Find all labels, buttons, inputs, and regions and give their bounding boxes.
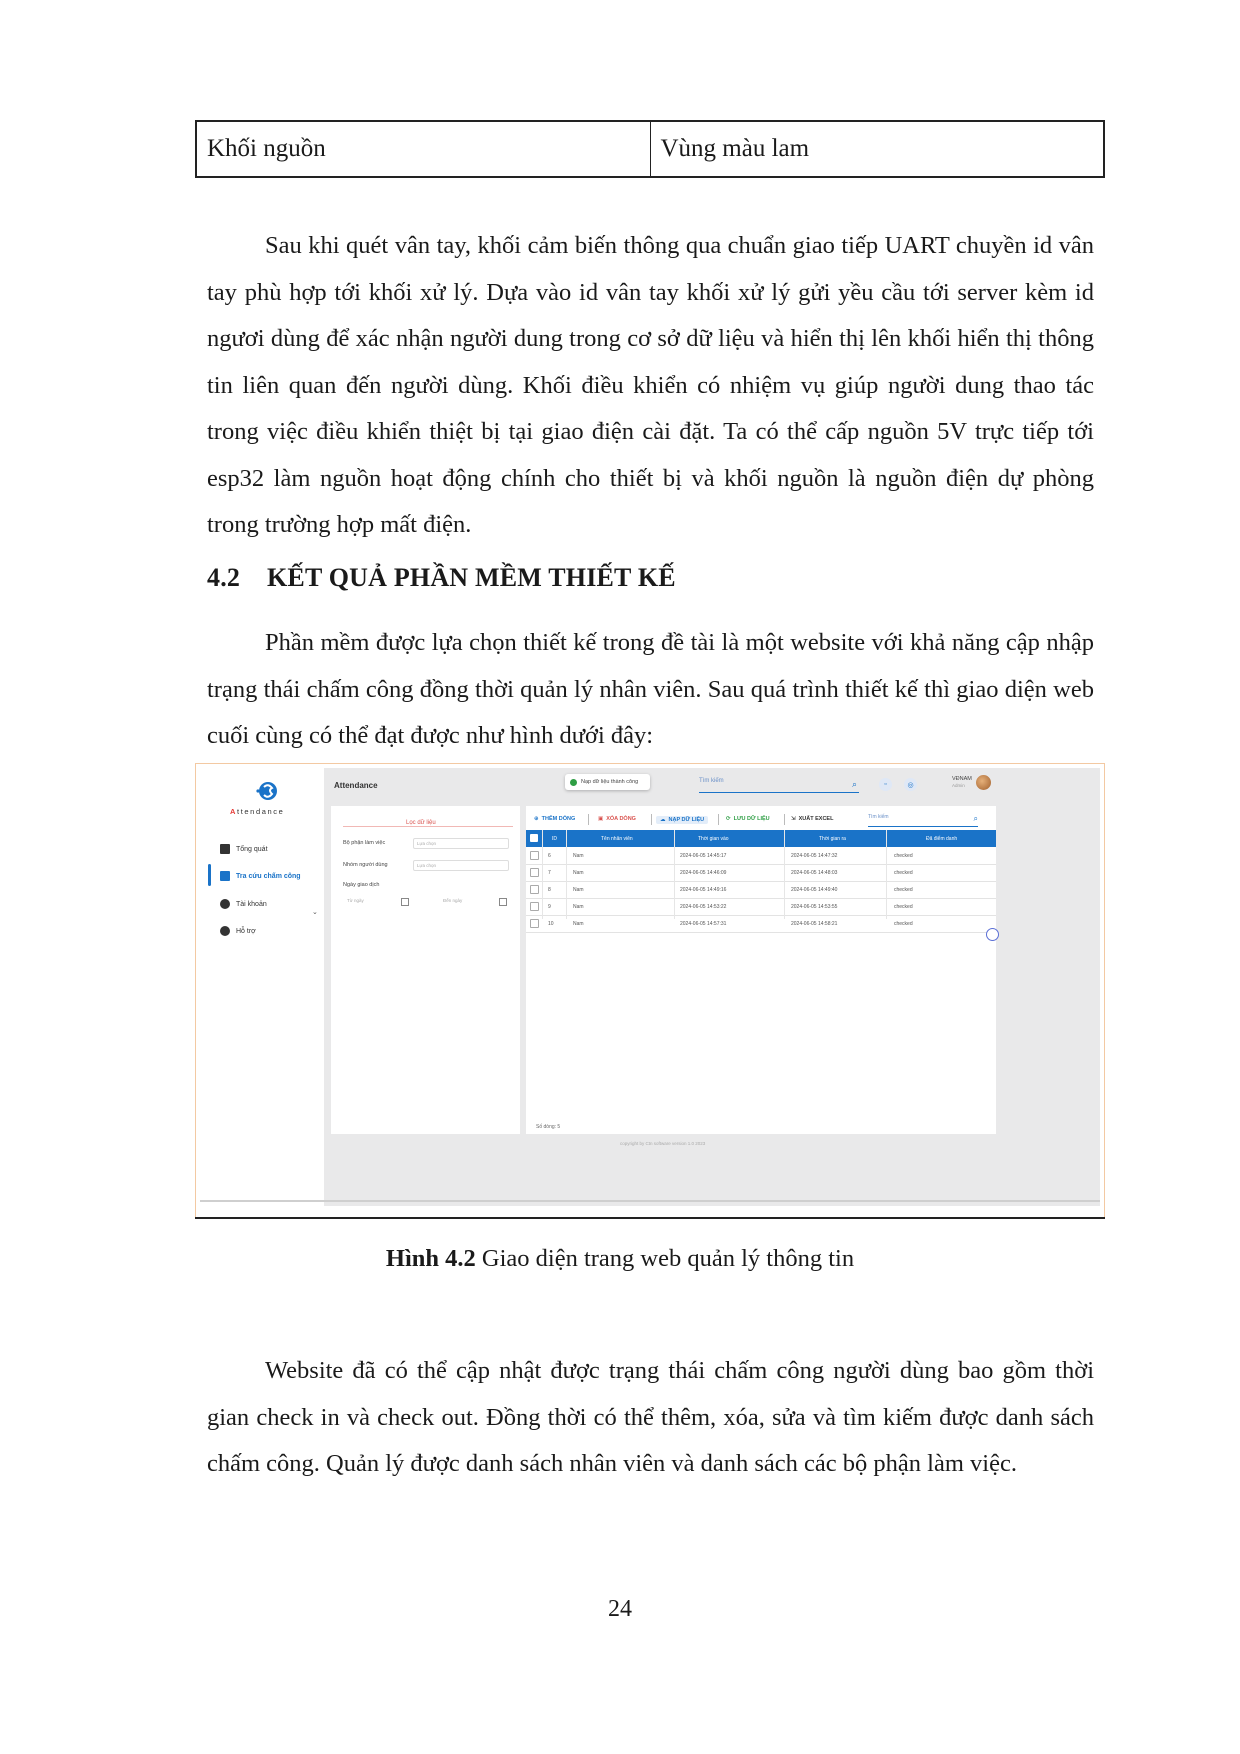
scrollbar[interactable] <box>200 1200 1100 1202</box>
app-window <box>200 768 1100 1206</box>
paragraph: Phần mềm được lựa chọn thiết kế trong đề tài là một website với khả năng cập nhập trạng thái chấm công đồng thời quản lý nhân viên. Sau quá trình thiết kế thì giao diện web cuối cùng có thể đạt được như hình dưới đây: <box>207 629 1094 749</box>
calendar-icon <box>220 871 230 881</box>
row-checkbox[interactable] <box>530 868 539 877</box>
user-role: Admin <box>952 783 965 788</box>
date-from-input[interactable]: Từ ngày <box>347 898 364 903</box>
divider <box>195 1217 1105 1219</box>
check-icon <box>570 779 577 786</box>
sidebar <box>200 768 324 1206</box>
divider <box>784 814 785 825</box>
column-header[interactable]: ID <box>552 836 557 842</box>
caption-label: Hình 4.2 <box>385 1245 476 1272</box>
chat-icon <box>220 926 230 936</box>
table-row[interactable]: 8 Nam 2024-06-05 14:49:16 2024-06-05 14:49:40 checked <box>526 881 996 899</box>
nav-active-indicator <box>208 864 211 886</box>
copyright: copyright by Ctn software version 1.0 2023 <box>620 1141 706 1146</box>
row-checkbox[interactable] <box>530 851 539 860</box>
toast-notification: Nạp dữ liệu thành công <box>565 774 650 790</box>
select-all-checkbox[interactable] <box>530 834 538 842</box>
logo-text: Attendance <box>230 807 285 816</box>
search-input[interactable]: Tìm kiếm ⌕ <box>699 778 859 793</box>
table-cell: Vùng màu lam <box>650 122 1104 176</box>
calendar-icon[interactable] <box>401 898 409 906</box>
divider <box>651 814 652 825</box>
row-checkbox[interactable] <box>530 919 539 928</box>
logo-icon <box>254 780 280 802</box>
filter-label-department: Bộ phận làm việc <box>343 840 386 846</box>
sidebar-item-account[interactable]: Tài khoản <box>220 899 267 909</box>
sidebar-item-support[interactable]: Hỗ trợ <box>220 926 256 936</box>
figure-screenshot <box>195 763 1105 1218</box>
user-icon <box>220 899 230 909</box>
load-data-button[interactable]: ☁ NẠP DỮ LIỆU <box>656 816 708 824</box>
caption-text: Giao diện trang web quản lý thông tin <box>475 1245 855 1272</box>
page-number: 24 <box>608 1596 632 1622</box>
chevron-down-icon: ⌄ <box>312 909 318 916</box>
avatar[interactable] <box>976 775 991 790</box>
table-cell: Khối nguồn <box>207 135 326 162</box>
divider <box>588 814 589 825</box>
spec-table <box>195 120 1105 178</box>
app-title: Attendance <box>334 781 378 790</box>
data-grid-panel <box>526 806 996 1134</box>
save-data-button[interactable]: ⟳ LƯU DỮ LIỆU <box>726 816 770 822</box>
table-row[interactable]: 10 Nam 2024-06-05 14:57:31 2024-06-05 14:58:21 checked <box>526 915 996 933</box>
user-name: VĐNAM <box>952 776 972 782</box>
delete-row-button[interactable]: ▣ XÓA DÒNG <box>598 816 636 822</box>
user-group-select[interactable]: Lựa chọn <box>413 860 509 871</box>
column-header[interactable]: Đã điểm danh <box>926 836 958 842</box>
notification-button[interactable]: ▫ <box>879 778 892 791</box>
add-row-button[interactable]: ⊕ THÊM DÒNG <box>534 816 576 822</box>
section-title: KẾT QUẢ PHẦN MỀM THIẾT KẾ <box>267 563 676 592</box>
paragraph: Sau khi quét vân tay, khối cảm biến thông qua chuẩn giao tiếp UART chuyền id vân tay phù hợp tới khối xử lý. Dựa vào id vân tay khối xử lý gửi yều cầu tới server kèm id ngươi dùng để xác nhận người dung trong cơ sở dữ liệu và hiển thị lên khối hiển thị thông tin liên quan đến người dùng. Khối điều khiển có nhiệm vụ giúp người dung thao tác trong việc điều khiển thiệt bị tại giao điện cài đặt. Ta có thể cấp nguồn 5V trực tiếp tới esp32 làm nguồn hoạt động chính cho thiết bị và khối nguồn là nguồn điện dự phòng trong trường hợp mất điện. <box>207 232 1094 538</box>
grid-search-input[interactable]: Tìm kiếm ⌕ <box>868 814 978 827</box>
cloud-icon: ☁ <box>660 817 666 823</box>
plus-icon: ⊕ <box>534 816 539 822</box>
trash-icon: ▣ <box>598 816 604 822</box>
figure-caption <box>0 1245 1240 1273</box>
divider <box>343 826 513 827</box>
row-checkbox[interactable] <box>530 902 539 911</box>
save-icon: ⟳ <box>726 816 731 822</box>
sidebar-item-overview[interactable]: Tổng quát <box>220 844 268 854</box>
search-icon: ⌕ <box>973 814 978 823</box>
filter-label-user-group: Nhóm người dùng <box>343 862 388 868</box>
table-row[interactable]: 7 Nam 2024-06-05 14:46:09 2024-06-05 14:48:03 checked <box>526 864 996 882</box>
column-header[interactable]: Thời gian vào <box>698 836 729 842</box>
date-to-input[interactable]: Đến ngày <box>443 898 463 903</box>
export-excel-button[interactable]: ⇲ XUẤT EXCEL <box>791 816 834 822</box>
export-icon: ⇲ <box>791 816 796 822</box>
paragraph: Website đã có thể cập nhật được trạng thái chấm công người dùng bao gồm thời gian check in và check out. Đồng thời có thể thêm, xóa, sửa và tìm kiếm được danh sách chấm công. Quản lý được danh sách nhân viên và danh sách các bộ phận làm việc. <box>207 1357 1094 1477</box>
chat-icon[interactable] <box>986 928 999 941</box>
filter-title: Lọc dữ liệu <box>406 820 436 826</box>
filter-label-date: Ngày giao dịch <box>343 882 380 888</box>
language-button[interactable]: ◎ <box>904 778 917 791</box>
column-header[interactable]: Thời gian ra <box>819 836 846 842</box>
divider <box>718 814 719 825</box>
sidebar-item-attendance-lookup[interactable]: Tra cứu chấm công <box>220 871 301 881</box>
search-icon[interactable]: ⌕ <box>851 779 857 789</box>
column-header[interactable]: Tên nhân viên <box>601 836 633 842</box>
calendar-icon[interactable] <box>499 898 507 906</box>
table-row[interactable]: 6 Nam 2024-06-05 14:45:17 2024-06-05 14:47:32 checked <box>526 847 996 865</box>
filter-panel <box>331 806 520 1134</box>
section-number: 4.2 <box>207 563 241 592</box>
topbar <box>324 768 1100 806</box>
row-count: Số dòng: 5 <box>536 1124 561 1130</box>
row-checkbox[interactable] <box>530 885 539 894</box>
grid-header <box>526 830 996 847</box>
department-select[interactable]: Lựa chọn <box>413 838 509 849</box>
home-icon <box>220 844 230 854</box>
section-heading <box>207 563 676 593</box>
table-row[interactable]: 9 Nam 2024-06-05 14:53:22 2024-06-05 14:53:55 checked <box>526 898 996 916</box>
